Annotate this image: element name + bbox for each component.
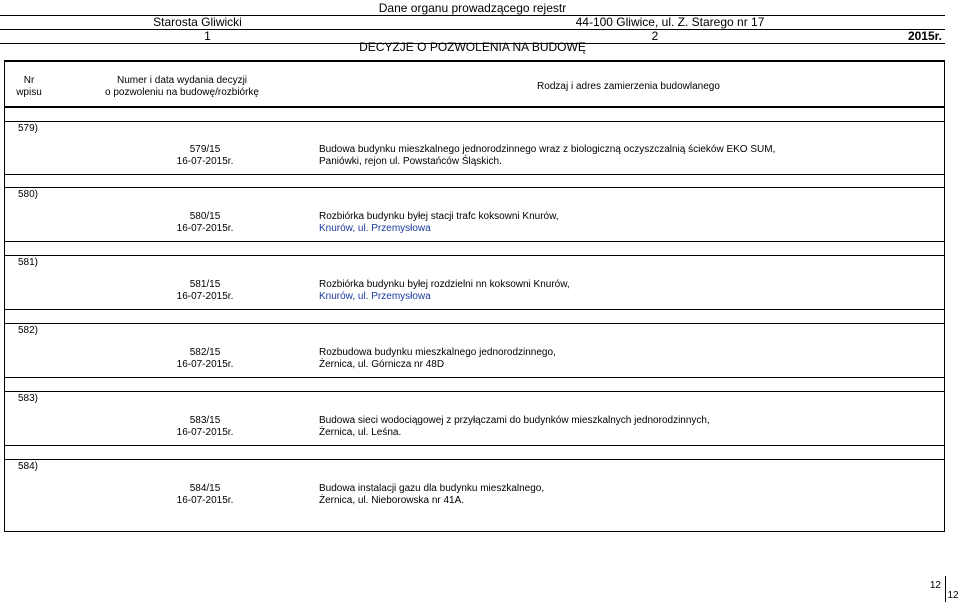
decision-date: 16-07-2015r. [176, 156, 234, 167]
entry-description-line1: Budowa instalacji gazu dla budynku mieszkalnego, [319, 483, 545, 494]
column-header-description: Rodzaj i adres zamierzenia budowlanego [537, 81, 720, 92]
authority-name: Starosta Gliwicki [153, 15, 242, 29]
page-number: 12 [929, 580, 941, 591]
column-header-decision-line2: o pozwoleniu na budowę/rozbiórkę [105, 87, 259, 98]
column-number-2: 2 [651, 29, 659, 43]
row-separator [4, 255, 945, 256]
table-top-border [4, 60, 945, 62]
decision-number: 583/15 [189, 415, 221, 426]
decision-date: 16-07-2015r. [176, 223, 234, 234]
entry-description-line2: Żernica, ul. Górnicza nr 48D [319, 359, 445, 370]
row-bottom-border [4, 241, 945, 242]
entry-description-line1: Budowa budynku mieszkalnego jednorodzinnego wraz z biologiczną oczyszczalnią ścieków EKO SUM, [319, 144, 776, 155]
decision-number: 582/15 [189, 347, 221, 358]
entry-description-line1: Rozbudowa budynku mieszkalnego jednorodzinnego, [319, 347, 556, 358]
decision-date: 16-07-2015r. [176, 359, 234, 370]
decision-number: 581/15 [189, 279, 221, 290]
column-header-decision-line1: Numer i data wydania decyzji [116, 75, 248, 86]
entry-nr: 584) [18, 461, 39, 472]
row-separator [4, 187, 945, 188]
entry-description-line1: Rozbiórka budynku byłej stacji trafc koksowni Knurów, [319, 211, 559, 222]
row-separator [4, 323, 945, 324]
row-bottom-border [4, 174, 945, 175]
decision-number: 580/15 [189, 211, 221, 222]
page-number-corner: 12 [947, 590, 959, 601]
decision-number: 579/15 [189, 144, 221, 155]
row-bottom-border [4, 445, 945, 446]
entry-nr: 580) [18, 189, 39, 200]
table-right-border [944, 60, 945, 532]
entry-description-line2: Knurów, ul. Przemysłowa [319, 223, 431, 234]
entry-nr: 579) [18, 123, 39, 134]
decision-date: 16-07-2015r. [176, 291, 234, 302]
table-bottom-border [4, 531, 945, 532]
decision-number: 584/15 [189, 483, 221, 494]
entry-nr: 581) [18, 257, 39, 268]
row-separator [4, 459, 945, 460]
table-left-border [4, 60, 5, 532]
register-title: Dane organu prowadzącego rejestr [378, 1, 567, 15]
year-label: 2015r. [907, 29, 942, 43]
column-number-1: 1 [204, 29, 211, 43]
row-bottom-border [4, 377, 945, 378]
column-header-bottom-border [4, 106, 945, 108]
column-header-decision [54, 75, 310, 99]
entry-description-line1: Budowa sieci wodociągowej z przyłączami do budynków mieszkalnych jednorodzinnych, [319, 415, 710, 426]
row-separator [4, 121, 945, 122]
entry-description-line1: Rozbiórka budynku byłej rozdzielni nn koksowni Knurów, [319, 279, 570, 290]
authority-address: 44-100 Gliwice, ul. Z. Starego nr 17 [575, 15, 765, 29]
row-bottom-border [4, 309, 945, 310]
entry-description-line2: Paniówki, rejon ul. Powstańców Śląskich. [319, 156, 502, 167]
entry-nr: 582) [18, 325, 39, 336]
column-header-nr-line1: Nr [23, 75, 35, 86]
register-subtitle: DECYZJE O POZWOLENIA NA BUDOWĘ [359, 40, 586, 54]
decision-date: 16-07-2015r. [176, 427, 234, 438]
row-separator [4, 391, 945, 392]
entry-description-line2: Żernica, ul. Leśna. [319, 427, 402, 438]
entry-description-line2: Żernica, ul. Nieborowska nr 41A. [319, 495, 465, 506]
entry-nr: 583) [18, 393, 39, 404]
column-header-nr-line2: wpisu [16, 87, 42, 98]
entry-description-line2: Knurów, ul. Przemysłowa [319, 291, 431, 302]
decision-date: 16-07-2015r. [176, 495, 234, 506]
column-header-nr [4, 75, 54, 99]
